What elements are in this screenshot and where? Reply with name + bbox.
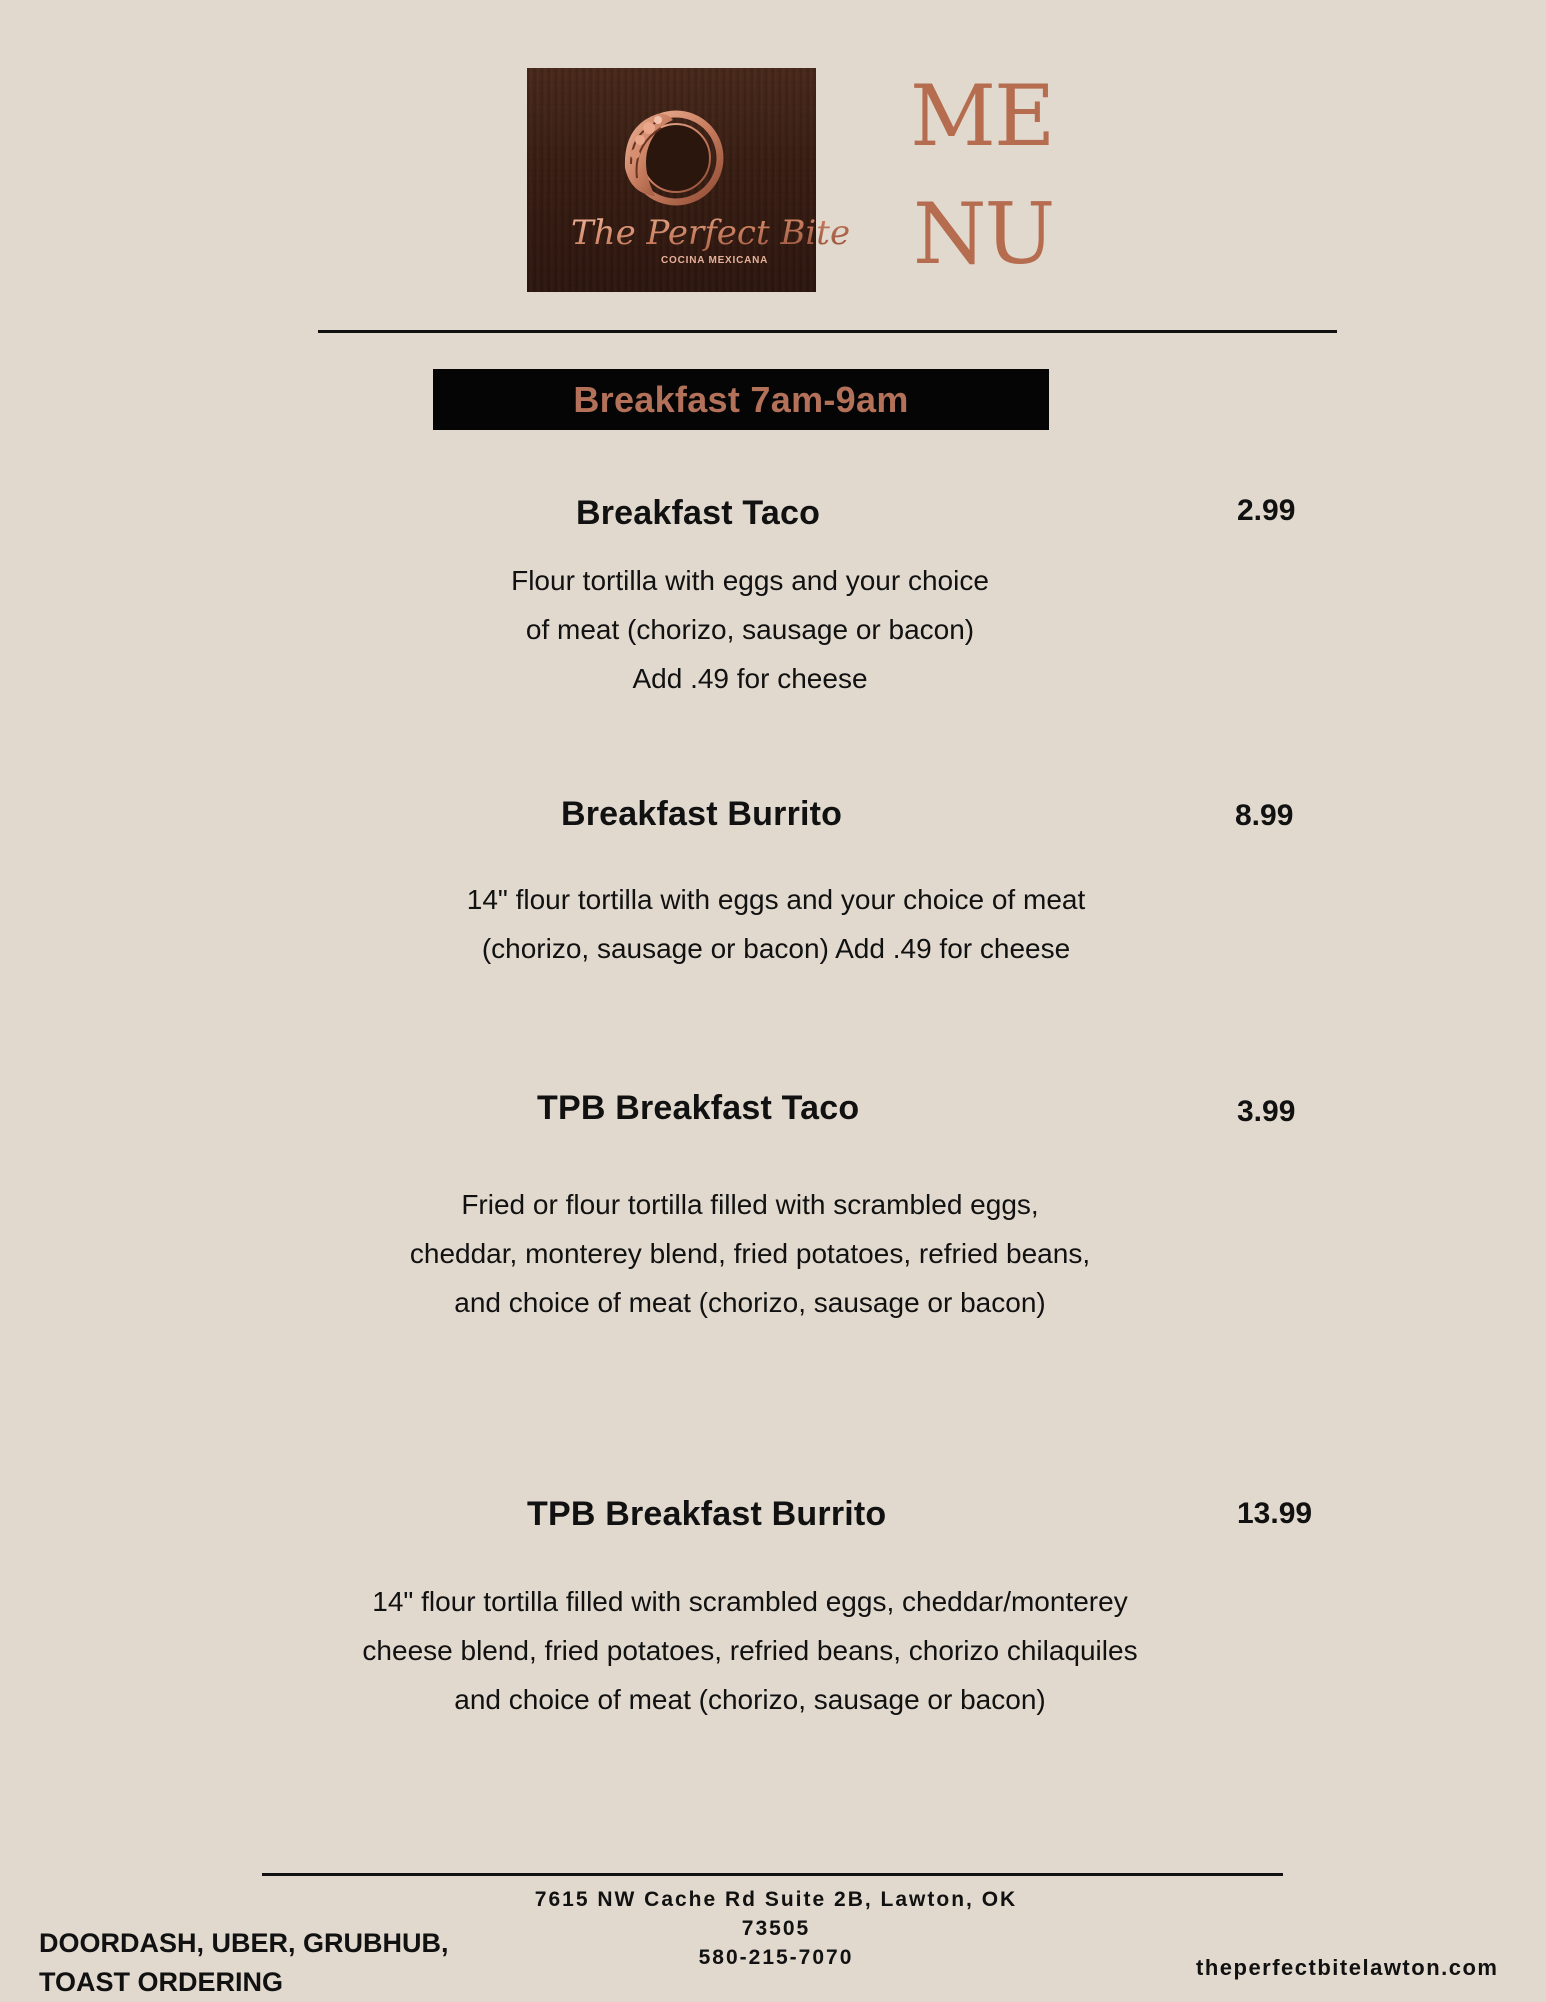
logo-brand-text: The Perfect Bite bbox=[571, 213, 851, 253]
website-link[interactable]: theperfectbitelawton.com bbox=[1196, 1955, 1499, 1980]
description-line: (chorizo, sausage or bacon) Add .49 for cheese bbox=[481, 933, 1071, 964]
menu-title-bottom: NU bbox=[913, 185, 1054, 283]
item-price: 3.99 bbox=[1237, 1095, 1296, 1128]
phone-number[interactable]: 580-215-7070 bbox=[698, 1946, 854, 1969]
section-title: Breakfast 7am-9am bbox=[573, 378, 909, 420]
description-line: Flour tortilla with eggs and your choice bbox=[511, 565, 989, 596]
description-line: and choice of meat (chorizo, sausage or bacon) bbox=[454, 1684, 1046, 1715]
restaurant-logo bbox=[527, 68, 851, 292]
section-banner bbox=[433, 369, 1049, 430]
item-description bbox=[250, 556, 1250, 703]
item-price: 2.99 bbox=[1237, 494, 1296, 527]
description-line: Add .49 for cheese bbox=[632, 663, 868, 694]
description-line: of meat (chorizo, sausage or bacon) bbox=[525, 614, 975, 645]
description-line: cheese blend, fried potatoes, refried beans, chorizo chilaquiles bbox=[362, 1635, 1138, 1666]
address-zip: 73505 bbox=[741, 1917, 811, 1940]
restaurant-address bbox=[480, 1885, 1072, 1972]
address-street: 7615 NW Cache Rd Suite 2B, Lawton, OK bbox=[534, 1888, 1018, 1911]
description-line: and choice of meat (chorizo, sausage or bacon) bbox=[454, 1287, 1046, 1318]
description-line: cheddar, monterey blend, fried potatoes, refried beans, bbox=[409, 1238, 1091, 1269]
item-description bbox=[250, 1577, 1250, 1724]
menu-title-top: ME bbox=[910, 67, 1054, 165]
description-line: Fried or flour tortilla filled with scrambled eggs, bbox=[461, 1189, 1039, 1220]
item-description bbox=[250, 1180, 1250, 1327]
item-price: 13.99 bbox=[1237, 1497, 1313, 1530]
ordering-line: TOAST ORDERING bbox=[39, 1967, 284, 1997]
ordering-line: DOORDASH, UBER, GRUBHUB, bbox=[39, 1928, 449, 1958]
item-description bbox=[276, 875, 1276, 973]
taco-icon bbox=[527, 68, 851, 292]
footer-divider bbox=[262, 1873, 1283, 1876]
item-name: TPB Breakfast Burrito bbox=[527, 1495, 887, 1533]
item-name: Breakfast Taco bbox=[576, 494, 821, 532]
logo-tagline-text: COCINA MEXICANA bbox=[661, 255, 769, 266]
item-price: 8.99 bbox=[1235, 799, 1294, 832]
ordering-platforms bbox=[39, 1924, 449, 2002]
description-line: 14" flour tortilla filled with scrambled eggs, cheddar/monterey bbox=[372, 1586, 1128, 1617]
header-divider bbox=[318, 330, 1337, 333]
description-line: 14" flour tortilla with eggs and your choice of meat bbox=[466, 884, 1086, 915]
item-name: TPB Breakfast Taco bbox=[537, 1089, 860, 1127]
item-name: Breakfast Burrito bbox=[561, 795, 843, 833]
